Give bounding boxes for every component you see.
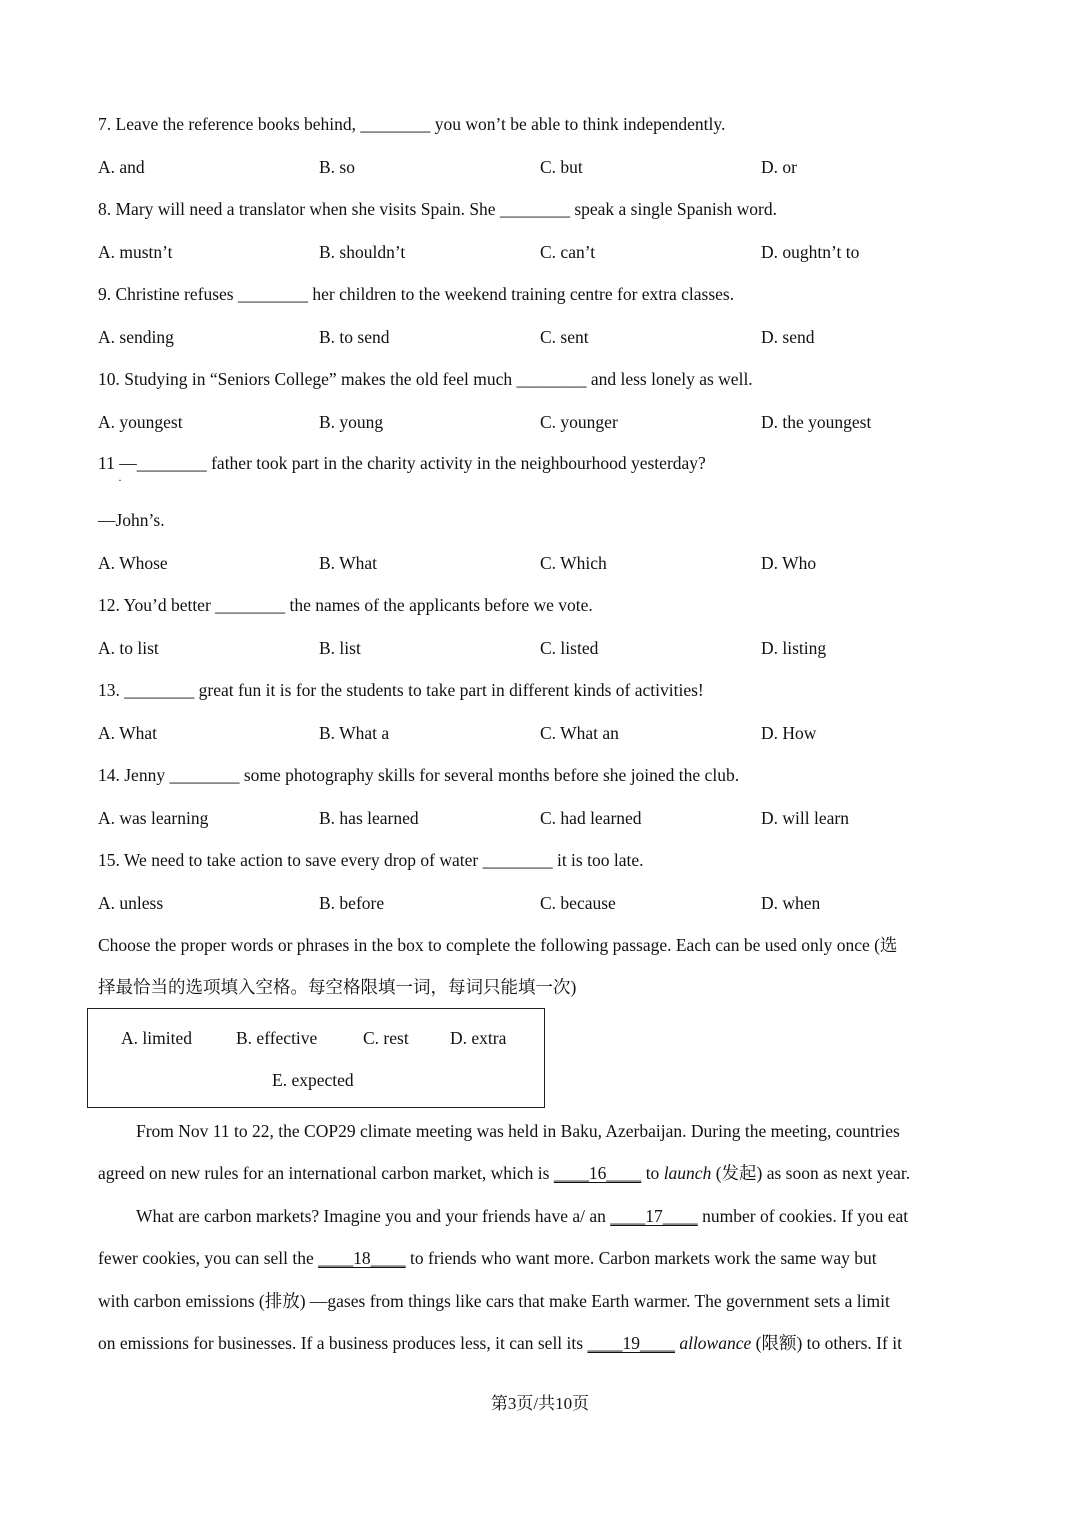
question-7-option-d: D. or xyxy=(761,157,797,177)
question-10-option-b: B. young xyxy=(319,412,384,432)
question-13-option-d: D. How xyxy=(761,723,817,743)
passage-text: (限额) to others. If it xyxy=(751,1333,902,1353)
question-11-stem: 11 —________ father took part in the charity activity in the neighbourhood yesterday? xyxy=(98,453,706,473)
question-7-stem: 7. Leave the reference books behind, ________ you won’t be able to think independently. xyxy=(98,114,726,134)
question-14-option-d: D. will learn xyxy=(761,808,849,828)
word-box-item-b: B. effective xyxy=(236,1028,318,1048)
question-11-option-d: D. Who xyxy=(761,553,817,573)
question-10-stem: 10. Studying in “Seniors College” makes the old feel much ________ and less lonely as well. xyxy=(98,369,753,389)
question-7-option-a: A. and xyxy=(98,157,145,177)
question-14-option-a: A. was learning xyxy=(98,808,209,828)
question-12-option-c: C. listed xyxy=(540,638,599,658)
page-number: 第3页/共10页 xyxy=(490,1394,590,1413)
word-launch: launch xyxy=(663,1163,712,1183)
question-10-option-a: A. youngest xyxy=(98,412,183,432)
word-box xyxy=(87,1008,545,1108)
question-15-option-c: C. because xyxy=(540,893,616,913)
question-9-option-d: D. send xyxy=(761,327,815,347)
question-11-dot: · xyxy=(118,473,122,487)
blank-17: ____17____ xyxy=(610,1206,698,1226)
question-8-option-d: D. oughtn’t to xyxy=(761,242,860,262)
blank-19: ____19____ xyxy=(587,1333,675,1353)
question-15-option-b: B. before xyxy=(319,893,385,913)
question-15-option-d: D. when xyxy=(761,893,821,913)
question-8-option-c: C. can’t xyxy=(540,242,596,262)
question-8-option-a: A. mustn’t xyxy=(98,242,173,262)
question-11-option-a: A. Whose xyxy=(98,553,168,573)
question-11-option-b: B. What xyxy=(319,553,378,573)
question-7-option-c: C. but xyxy=(540,157,583,177)
question-9-option-b: B. to send xyxy=(319,327,390,347)
passage-text: to xyxy=(641,1163,664,1183)
question-12-option-a: A. to list xyxy=(98,638,159,658)
question-11-option-c: C. Which xyxy=(540,553,607,573)
passage-text: agreed on new rules for an international carbon market, which is xyxy=(98,1163,554,1183)
question-8-option-b: B. shouldn’t xyxy=(319,242,406,262)
passage-text: on emissions for businesses. If a business produces less, it can sell its xyxy=(98,1333,588,1353)
question-13-option-b: B. What a xyxy=(319,723,390,743)
question-11-reply: —John’s. xyxy=(98,510,165,530)
passage-text: fewer cookies, you can sell the xyxy=(98,1248,319,1268)
word-box-item-c: C. rest xyxy=(363,1028,409,1048)
word-allowance: allowance xyxy=(679,1333,752,1353)
question-12-option-b: B. list xyxy=(319,638,361,658)
question-13-option-a: A. What xyxy=(98,723,157,743)
question-12-stem: 12. You’d better ________ the names of the applicants before we vote. xyxy=(98,595,593,615)
question-14-option-c: C. had learned xyxy=(540,808,642,828)
question-13-stem: 13. ________ great fun it is for the students to take part in different kinds of activities! xyxy=(98,680,704,700)
question-7-option-b: B. so xyxy=(319,157,355,177)
word-box-item-e: E. expected xyxy=(272,1070,354,1090)
question-13-option-c: C. What an xyxy=(540,723,619,743)
question-10-option-d: D. the youngest xyxy=(761,412,872,432)
word-box-item-d: D. extra xyxy=(450,1028,507,1048)
instruction-line-2: 择最恰当的选项填入空格。每空格限填一词，每词只能填一次) xyxy=(98,977,577,997)
question-9-option-c: C. sent xyxy=(540,327,589,347)
question-14-stem: 14. Jenny ________ some photography skills for several months before she joined the club. xyxy=(98,765,740,785)
passage-text: What are carbon markets? Imagine you and your friends have a/ an xyxy=(136,1206,611,1226)
passage-text: (发起) as soon as next year. xyxy=(711,1163,911,1183)
question-9-stem: 9. Christine refuses ________ her children to the weekend training centre for extra classes. xyxy=(98,284,735,304)
word-box-item-a: A. limited xyxy=(121,1028,192,1048)
passage-p2-line-4 xyxy=(98,1332,902,1354)
question-8-stem: 8. Mary will need a translator when she visits Spain. She ________ speak a single Spanish word. xyxy=(98,199,777,219)
blank-16: ____16____ xyxy=(553,1163,642,1183)
blank-18: ____18____ xyxy=(318,1248,406,1268)
passage-p2-line-1 xyxy=(136,1205,908,1227)
question-14-option-b: B. has learned xyxy=(319,808,419,828)
passage-text: number of cookies. If you eat xyxy=(697,1206,909,1226)
question-10-option-c: C. younger xyxy=(540,412,618,432)
question-15-stem: 15. We need to take action to save every drop of water ________ it is too late. xyxy=(98,850,644,870)
passage-p1-line-1: From Nov 11 to 22, the COP29 climate meeting was held in Baku, Azerbaijan. During the meeting, countries xyxy=(136,1121,900,1141)
question-15-option-a: A. unless xyxy=(98,893,164,913)
passage-p1-line-2 xyxy=(98,1162,910,1184)
passage-text: to friends who want more. Carbon markets work the same way but xyxy=(405,1248,877,1268)
passage-p2-line-2 xyxy=(98,1247,877,1269)
instruction-line-1: Choose the proper words or phrases in the box to complete the following passage. Each can be used only once (选 xyxy=(98,935,898,955)
passage-p2-line-3: with carbon emissions (排放) —gases from things like cars that make Earth warmer. The government sets a limit xyxy=(98,1291,890,1311)
question-9-option-a: A. sending xyxy=(98,327,174,347)
question-12-option-d: D. listing xyxy=(761,638,827,658)
